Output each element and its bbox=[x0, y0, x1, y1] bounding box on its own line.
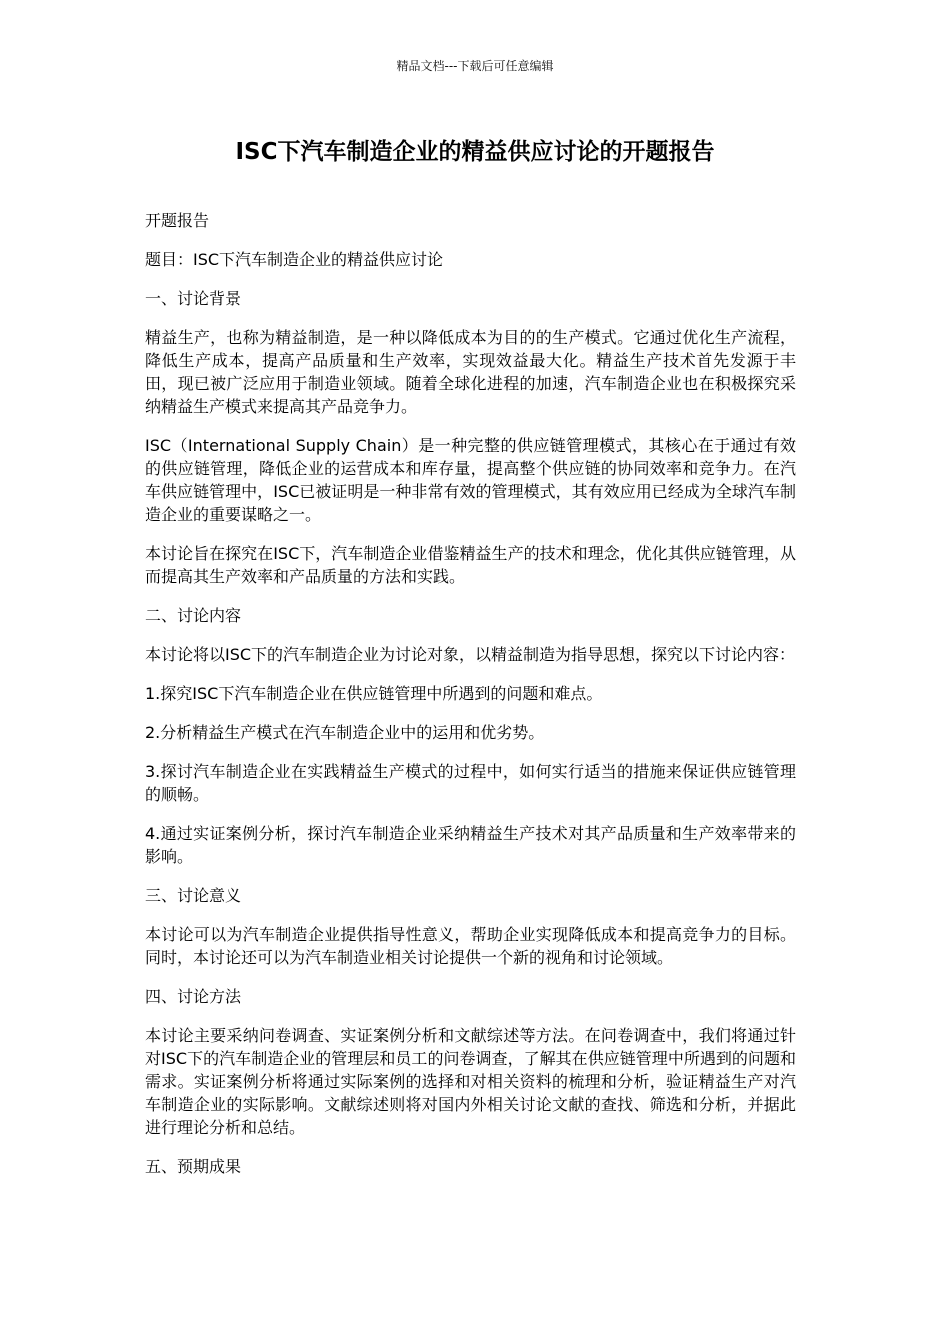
background-paragraph-1: 精益生产，也称为精益制造，是一种以降低成本为目的的生产模式。它通过优化生产流程，降低生产成本，提高产品质量和生产效率，实现效益最大化。精益生产技术首先发源于丰田，现已被广泛应用于制造业领域。随着全球化进程的加速，汽车制造企业也在积极探究采纳精益生产模式来提高其产品竞争力。 bbox=[145, 328, 796, 416]
section-heading-methods: 四、讨论方法 bbox=[145, 987, 242, 1006]
background-paragraph-2: ISC（International Supply Chain）是一种完整的供应链管理模式，其核心在于通过有效的供应链管理，降低企业的运营成本和库存量，提高整个供应链的协同效率和竞争力。在汽车供应链管理中，ISC已被证明是一种非常有效的管理模式，其有效应用已经成为全球汽车制造企业的重要谋略之一。 bbox=[145, 436, 796, 524]
section-heading-significance: 三、讨论意义 bbox=[145, 886, 242, 905]
methods-paragraph: 本讨论主要采纳问卷调查、实证案例分析和文献综述等方法。在问卷调查中，我们将通过针对ISC下的汽车制造企业的管理层和员工的问卷调查，了解其在供应链管理中所遇到的问题和需求。实证案例分析将通过实际案例的选择和对相关资料的梳理和分析，验证精益生产对汽车制造企业的实际影响。文献综述则将对国内外相关讨论文献的查找、筛选和分析，并据此进行理论分析和总结。 bbox=[145, 1026, 796, 1137]
significance-paragraph: 本讨论可以为汽车制造企业提供指导性意义，帮助企业实现降低成本和提高竞争力的目标。同时，本讨论还可以为汽车制造业相关讨论提供一个新的视角和讨论领域。 bbox=[145, 925, 796, 967]
section-heading-content: 二、讨论内容 bbox=[145, 606, 242, 625]
content-item-3: 3.探讨汽车制造企业在实践精益生产模式的过程中，如何实行适当的措施来保证供应链管理的顺畅。 bbox=[145, 762, 796, 804]
section-heading-expected-results: 五、预期成果 bbox=[145, 1157, 242, 1176]
background-paragraph-3: 本讨论旨在探究在ISC下，汽车制造企业借鉴精益生产的技术和理念，优化其供应链管理，从而提高其生产效率和产品质量的方法和实践。 bbox=[145, 544, 796, 586]
document-body bbox=[145, 209, 796, 1194]
content-item-4: 4.通过实证案例分析，探讨汽车制造企业采纳精益生产技术对其产品质量和生产效率带来的影响。 bbox=[145, 824, 796, 866]
section-heading-background: 一、讨论背景 bbox=[145, 289, 242, 308]
document-title: ISC下汽车制造企业的精益供应讨论的开题报告 bbox=[235, 139, 715, 165]
topic-line: 题目：ISC下汽车制造企业的精益供应讨论 bbox=[145, 250, 444, 269]
report-label: 开题报告 bbox=[145, 211, 210, 230]
content-item-2: 2.分析精益生产模式在汽车制造企业中的运用和优劣势。 bbox=[145, 723, 545, 742]
header-note: 精品文档---下载后可任意编辑 bbox=[396, 59, 554, 73]
content-intro-paragraph: 本讨论将以ISC下的汽车制造企业为讨论对象，以精益制造为指导思想，探究以下讨论内容： bbox=[145, 645, 796, 664]
content-item-1: 1.探究ISC下汽车制造企业在供应链管理中所遇到的问题和难点。 bbox=[145, 684, 603, 703]
